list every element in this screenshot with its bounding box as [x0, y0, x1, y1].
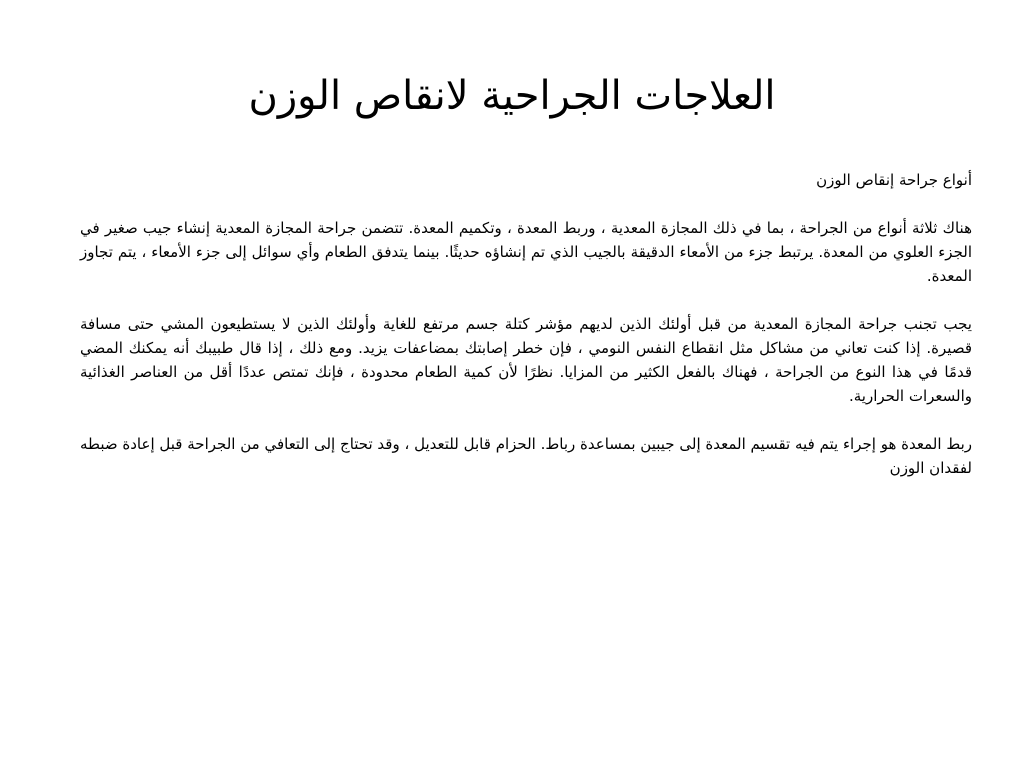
slide-body [80, 168, 972, 504]
body-paragraph-surgery-types: هناك ثلاثة أنواع من الجراحة ، بما في ذلك المجازة المعدية ، وربط المعدة ، وتكميم المعدة. تتضمن جراحة المجازة المعدية إنشاء جيب صغير في الجزء العلوي من المعدة. يرتبط جزء من الأمعاء الدقيقة بالجيب الذي تم إنشاؤه حديثًا. بينما يتدفق الطعام وأي سوائل إلى جزء الأمعاء ، يتم تجاوز المعدة. [80, 219, 972, 285]
body-paragraph-gastric-banding: ربط المعدة هو إجراء يتم فيه تقسيم المعدة إلى جيبين بمساعدة رباط. الحزام قابل للتعديل ، وقد تحتاج إلى التعافي من الجراحة قبل إعادة ضبطه لفقدان الوزن [80, 435, 972, 477]
body-paragraph-bypass-candidates: يجب تجنب جراحة المجازة المعدية من قبل أولئك الذين لديهم مؤشر كتلة جسم مرتفع للغاية وأولئك الذين لا يستطيعون المشي حتى مسافة قصيرة. إذا كنت تعاني من مشاكل مثل انقطاع النفس النومي ، فإن خطر إصابتك بمضاعفات يزيد. ومع ذلك ، إذا قال طبيبك أنه يمكنك المضي قدمًا في هذا النوع من الجراحة ، فهناك بالفعل الكثير من المزايا. نظرًا لأن كمية الطعام محدودة ، فإنك تمتص عددًا أقل من العناصر الغذائية والسعرات الحرارية. [80, 315, 972, 405]
section-heading: أنواع جراحة إنقاص الوزن [816, 171, 972, 189]
slide-title: العلاجات الجراحية لانقاص الوزن [248, 73, 776, 119]
